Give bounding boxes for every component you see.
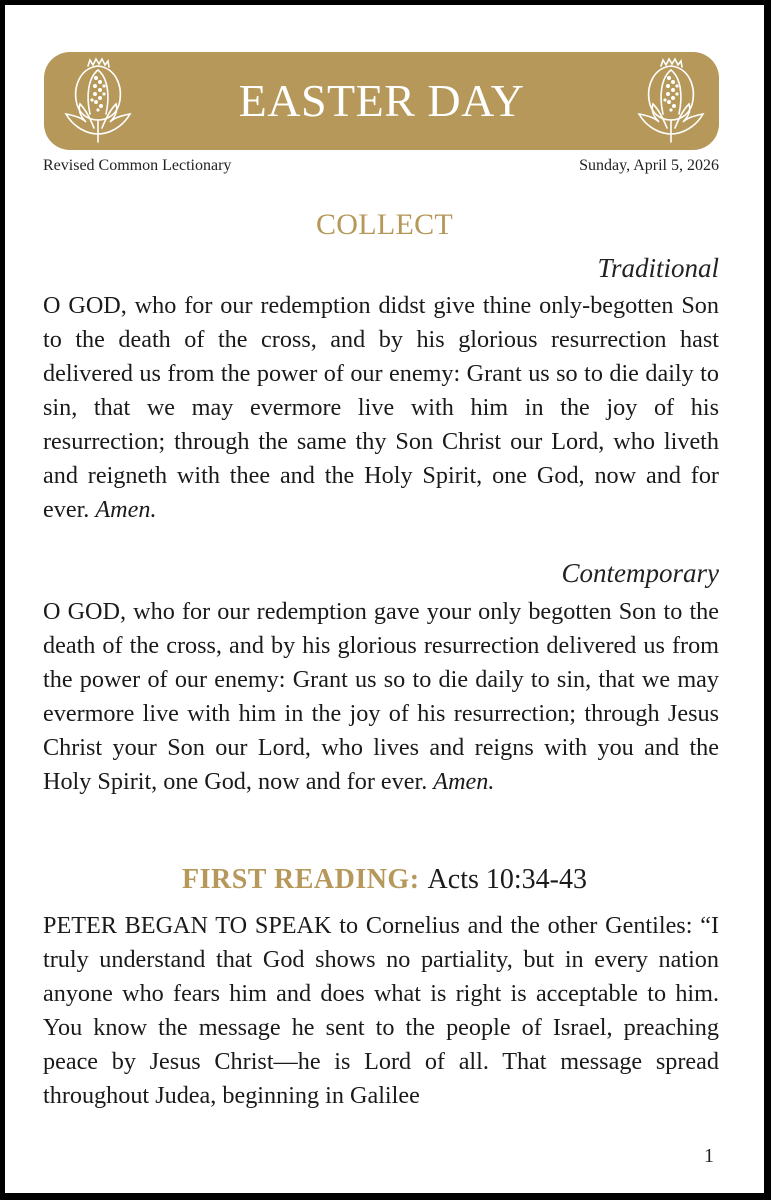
contemporary-collect-body: O GOD, who for our redemption gave your only begotten Son to the death of the cross, and by his glorious resurrection delivered us from the power of our enemy: Grant us so to die daily to sin, that we may evermore live with him in the joy of his resurrection; through Jesus Christ your Son our Lord, who lives and reigns with you and the Holy Spirit, one God, now and for ever. [43,598,719,795]
first-reading-label: FIRST READING: [182,864,420,895]
first-reading-text: PETER BEGAN TO SPEAK to Cornelius and the other Gentiles: “I truly understand that God shows no partiality, but in every nation anyone who fears him and does what is right is acceptable to him. You know the message he sent to the people of Israel, preaching peace by Jesus Christ—he is Lord of all. That message spread throughout Judea, beginning in Galilee [43,912,719,1109]
first-reading-heading [5,864,764,896]
lectionary-name: Revised Common Lectionary [43,157,232,174]
traditional-collect-body: O GOD, who for our redemption didst give thine only-begotten Son to the death of the cross, and by his glorious resurrection hast delivered us from the power of our enemy: Grant us so to die daily to sin, that we may evermore live with him in the joy of his resurrection; through the same thy Son Christ our Lord, who liveth and reigneth with thee and the Holy Spirit, one God, now and for ever. [43,292,719,523]
contemporary-amen: Amen. [433,768,495,795]
traditional-label: Traditional [597,253,719,283]
collect-heading: COLLECT [315,208,454,241]
bulletin-page [5,5,764,1193]
page-number: 1 [704,1145,714,1167]
contemporary-collect-text [43,595,719,799]
contemporary-label: Contemporary [561,558,719,588]
page-title: EASTER DAY [238,75,525,126]
header-meta [43,157,719,175]
traditional-amen: Amen. [95,496,157,523]
traditional-collect-text [43,289,719,527]
service-date: Sunday, April 5, 2026 [579,157,719,174]
first-reading-reference: Acts 10:34-43 [427,864,587,895]
title-banner [44,52,719,150]
lotus-seedpod-ornament-icon [631,56,711,146]
